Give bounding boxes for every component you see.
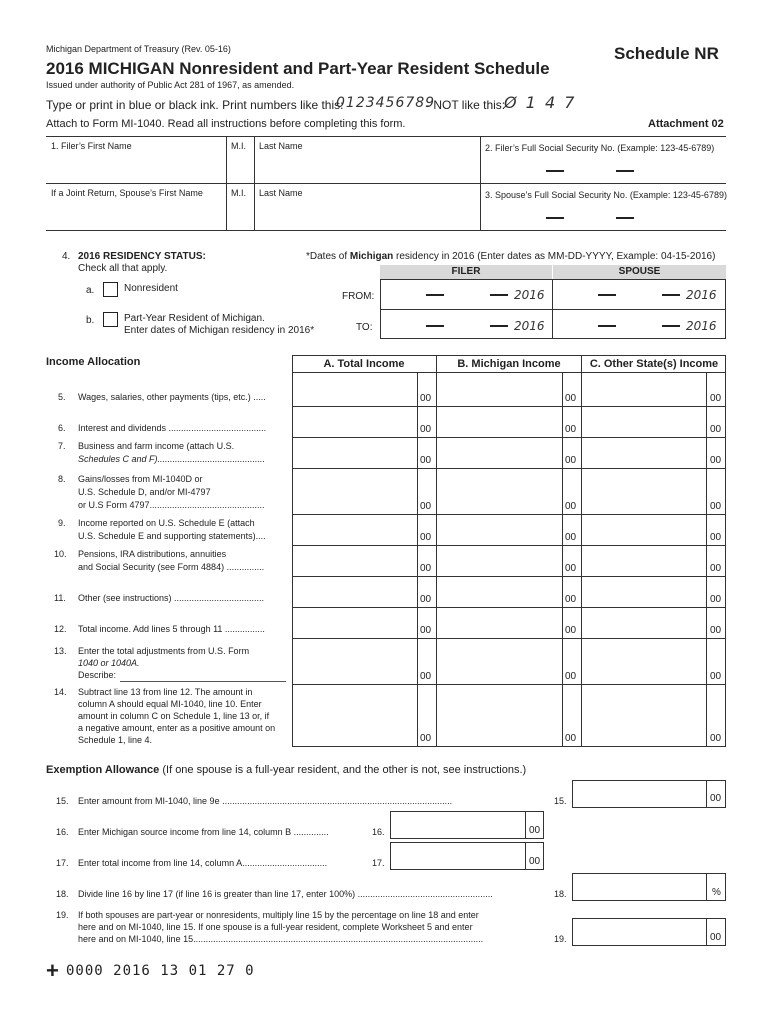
l7-b-cents: 00 (565, 455, 577, 466)
nonresident-label: Nonresident (124, 283, 178, 294)
l10-num: 10. (54, 549, 67, 559)
l9-label-a: Income reported on U.S. Schedule E (attach (78, 518, 255, 528)
filer-first-name-label: 1. Filer’s First Name (51, 141, 132, 151)
exemption-heading: Exemption Allowance (If one spouse is a full-year resident, and the other is not, see instructions.) (46, 764, 527, 776)
filer-header: FILER (380, 265, 552, 279)
from-label: FROM: (342, 291, 375, 302)
l9-label-b: U.S. Schedule E and supporting statements).... (78, 531, 266, 541)
footer-plus-mark: + (46, 958, 59, 983)
residency-dates-note: *Dates of Michigan residency in 2016 (Enter dates as MM-DD-YYYY, Example: 04-15-2016) (306, 251, 716, 262)
l8-label-b: U.S. Schedule D, and/or MI-4797 (78, 487, 211, 497)
l11-b-cents: 00 (565, 594, 577, 605)
l6-b-cents: 00 (565, 424, 577, 435)
col-a-header: A. Total Income (323, 358, 405, 370)
l14-c-cents: 00 (710, 733, 722, 744)
income-allocation-title: Income Allocation (46, 356, 141, 368)
part-year-label-1: Part-Year Resident of Michigan. (124, 313, 265, 324)
l7-label-a: Business and farm income (attach U.S. (78, 441, 235, 451)
l10-c-cents: 00 (710, 563, 722, 574)
l18-box-num: 18. (554, 889, 567, 899)
l13-c-cents: 00 (710, 671, 722, 682)
l17-input[interactable] (390, 842, 544, 870)
l5-a-cents: 00 (420, 393, 432, 404)
l7-label-b: Schedules C and F)........................................... (78, 454, 266, 464)
l6-a-cents: 00 (420, 424, 432, 435)
l10-label-b: and Social Security (see Form 4884) ............... (78, 562, 265, 572)
filer-ssn-label: 2. Filer’s Full Social Security No. (Example: 123-45-6789) (485, 143, 715, 153)
l17-cents: 00 (529, 856, 541, 867)
l19-cents: 00 (710, 932, 722, 943)
l8-label-c: or U.S Form 4797.............................................. (78, 500, 265, 510)
residency-check: Check all that apply. (78, 263, 168, 274)
l6-label: Interest and dividends ....................................... (78, 423, 267, 433)
l6-c-cents: 00 (710, 424, 722, 435)
l16-cents: 00 (529, 825, 541, 836)
residency-num: 4. (62, 251, 71, 262)
l9-a-cents: 00 (420, 532, 432, 543)
l16-box-num: 16. (372, 827, 385, 837)
schedule-name: Schedule NR (614, 44, 719, 63)
l9-num: 9. (58, 518, 66, 528)
attachment-number: Attachment 02 (648, 118, 724, 130)
sample-good-digits: 0123456789 (336, 95, 436, 111)
l13-b-cents: 00 (565, 671, 577, 682)
l14-label-c: amount in column C on Schedule 1, line 13 or, if (78, 711, 270, 721)
dept-rev: Michigan Department of Treasury (Rev. 05-16) (46, 44, 231, 54)
l13-label-b: 1040 or 1040A. (78, 658, 140, 668)
l5-label: Wages, salaries, other payments (tips, etc.) ..... (78, 392, 266, 402)
l15-cents: 00 (710, 793, 722, 804)
footer-form-code: 0000 2016 13 01 27 0 (66, 963, 255, 979)
l7-num: 7. (58, 441, 66, 451)
l15-input[interactable] (572, 780, 726, 808)
l14-label-e: Schedule 1, line 4. (78, 735, 153, 745)
attach-instruction: Attach to Form MI-1040. Read all instructions before completing this form. (46, 118, 406, 130)
l10-b-cents: 00 (565, 563, 577, 574)
filer-to-year: 2016 (514, 319, 545, 333)
residency-title: 2016 RESIDENCY STATUS: (78, 251, 206, 262)
col-c-header: C. Other State(s) Income (589, 358, 719, 370)
filer-last-name-label: Last Name (259, 141, 303, 151)
l14-num: 14. (54, 687, 67, 697)
l19-label-c: here and on MI-1040, line 15.................................................................................................................... (78, 934, 484, 944)
spouse-header: SPOUSE (553, 265, 726, 279)
l7-a-cents: 00 (420, 455, 432, 466)
l13-describe-line[interactable] (120, 681, 286, 682)
spouse-ssn-label: 3. Spouse’s Full Social Security No. (Example: 123-45-6789) (485, 190, 727, 200)
l14-b-cents: 00 (565, 733, 577, 744)
l16-input[interactable] (390, 811, 544, 839)
l5-b-cents: 00 (565, 393, 577, 404)
spouse-from-year: 2016 (686, 288, 717, 302)
filer-mi-label: M.I. (231, 141, 246, 151)
l11-label: Other (see instructions) .................................... (78, 593, 265, 603)
not-like-text: - NOT like this: (426, 98, 506, 112)
part-year-label-2: Enter dates of Michigan residency in 2016* (124, 325, 315, 336)
opt-b-letter: b. (86, 315, 95, 326)
l12-c-cents: 00 (710, 625, 722, 636)
l8-b-cents: 00 (565, 501, 577, 512)
l14-label-a: Subtract line 13 from line 12. The amount in (78, 687, 253, 697)
l12-num: 12. (54, 624, 67, 634)
l10-a-cents: 00 (420, 563, 432, 574)
nonresident-checkbox[interactable] (103, 282, 118, 297)
col-b-header: B. Michigan Income (457, 358, 561, 370)
l13-num: 13. (54, 646, 67, 656)
l8-c-cents: 00 (710, 501, 722, 512)
l19-label-a: If both spouses are part-year or nonresidents, multiply line 15 by the percentage on line 18 and enter (78, 910, 479, 920)
l10-label-a: Pensions, IRA distributions, annuities (78, 549, 227, 559)
l5-c-cents: 00 (710, 393, 722, 404)
l18-num: 18. (56, 889, 69, 899)
l13-label-c: Describe: (78, 670, 117, 680)
part-year-resident-checkbox[interactable] (103, 312, 118, 327)
l11-a-cents: 00 (420, 594, 432, 605)
l16-num: 16. (56, 827, 69, 837)
l19-input[interactable] (572, 918, 726, 946)
l11-num: 11. (54, 593, 66, 603)
l16-label: Enter Michigan source income from line 14, column B .............. (78, 827, 329, 837)
filer-from-year: 2016 (514, 288, 545, 302)
l5-num: 5. (58, 392, 66, 402)
spouse-first-name-label: If a Joint Return, Spouse’s First Name (51, 188, 203, 198)
l13-label-a: Enter the total adjustments from U.S. Form (78, 646, 250, 656)
form-title: 2016 MICHIGAN Nonresident and Part-Year Resident Schedule (46, 59, 550, 78)
l14-a-cents: 00 (420, 733, 432, 744)
l19-label-b: here and on MI-1040, line 15. If one spouse is a full-year resident, complete Worksheet 5 and enter (78, 922, 473, 932)
l13-a-cents: 00 (420, 671, 432, 682)
to-label: TO: (356, 322, 373, 333)
l19-box-num: 19. (554, 934, 567, 944)
l12-a-cents: 00 (420, 625, 432, 636)
l8-num: 8. (58, 474, 66, 484)
l15-box-num: 15. (554, 796, 567, 806)
spouse-to-year: 2016 (686, 319, 717, 333)
l18-label: Divide line 16 by line 17 (if line 16 is greater than line 17, enter 100%) ...................................................... (78, 889, 493, 899)
l17-num: 17. (56, 858, 69, 868)
sample-bad-digits: Ø 1 4 7 (504, 93, 577, 112)
l15-num: 15. (56, 796, 69, 806)
opt-a-letter: a. (86, 285, 95, 296)
l11-c-cents: 00 (710, 594, 722, 605)
l9-c-cents: 00 (710, 532, 722, 543)
type-instruction: Type or print in blue or black ink. Print numbers like this: (46, 98, 344, 112)
l8-a-cents: 00 (420, 501, 432, 512)
l12-label: Total income. Add lines 5 through 11 ................ (78, 624, 265, 634)
l17-box-num: 17. (372, 858, 385, 868)
l19-num: 19. (56, 910, 69, 920)
l14-label-d: a negative amount, enter as a positive amount on (78, 723, 276, 733)
l9-b-cents: 00 (565, 532, 577, 543)
l15-label: Enter amount from MI-1040, line 9e ............................................................................................ (78, 796, 453, 806)
l18-percent: % (712, 887, 721, 898)
spouse-last-name-label: Last Name (259, 188, 303, 198)
l14-label-b: column A should equal MI-1040, line 10. Enter (78, 699, 262, 709)
l17-label: Enter total income from line 14, column A.................................. (78, 858, 328, 868)
spouse-mi-label: M.I. (231, 188, 246, 198)
l7-c-cents: 00 (710, 455, 722, 466)
l18-input[interactable] (572, 873, 726, 901)
l6-num: 6. (58, 423, 66, 433)
l12-b-cents: 00 (565, 625, 577, 636)
l8-label-a: Gains/losses from MI-1040D or (78, 474, 203, 484)
authority-text: Issued under authority of Public Act 281 of 1967, as amended. (46, 80, 295, 90)
